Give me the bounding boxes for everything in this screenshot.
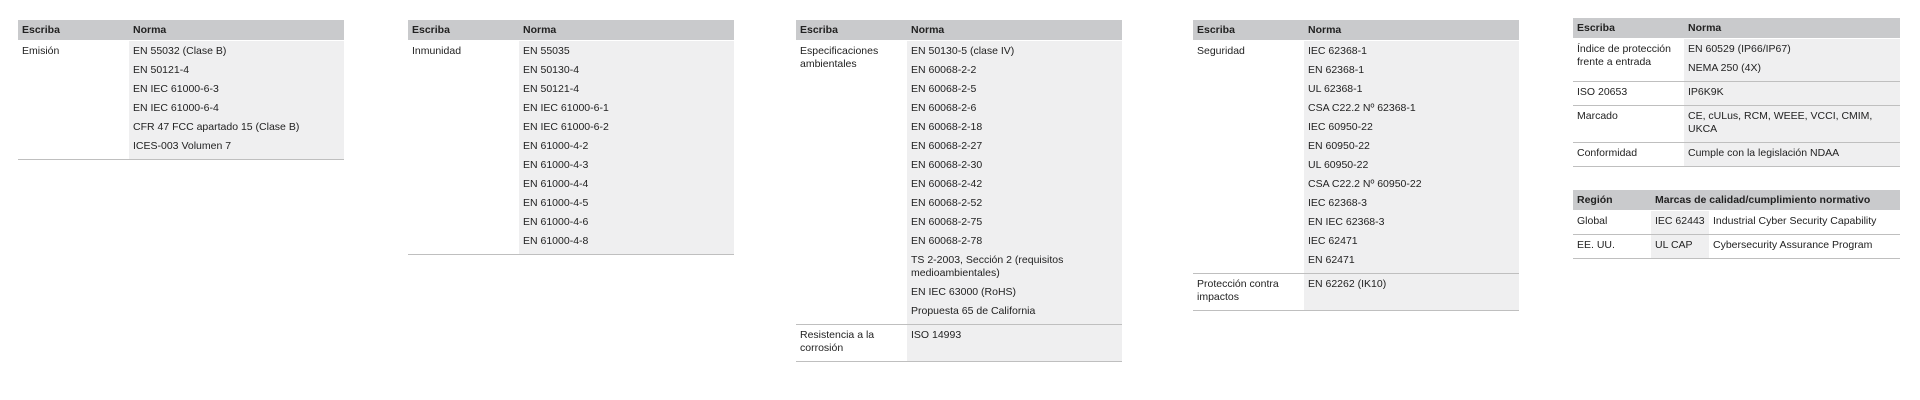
row-norms [519, 41, 734, 255]
header-type: Escriba [796, 20, 907, 41]
norm-item: EN 62368-1 [1308, 64, 1365, 76]
row-code: UL CAP [1651, 235, 1709, 259]
row-norms [907, 325, 1122, 362]
norm-item: IEC 62368-3 [1308, 197, 1367, 209]
table-row [1193, 41, 1519, 274]
row-type: Seguridad [1193, 41, 1304, 274]
norm-item: EN 55035 [523, 45, 570, 57]
norm-item: EN 60068-2-75 [911, 216, 983, 228]
header-type: Escriba [1573, 18, 1684, 39]
norm-item: EN IEC 63000 (RoHS) [911, 286, 1017, 298]
norm-item: NEMA 250 (4X) [1688, 62, 1761, 74]
row-code: IEC 62443 [1651, 211, 1709, 235]
standards-table-protection [1573, 18, 1900, 167]
norm-item: EN 60068-2-42 [911, 178, 983, 190]
row-norms [1684, 106, 1900, 143]
norm-item: Propuesta 65 de California [911, 305, 1036, 317]
norm-item: EN 60068-2-6 [911, 102, 977, 114]
standards-table-environmental [796, 20, 1122, 362]
header-norm: Norma [1304, 20, 1519, 41]
norm-item: TS 2-2003, Sección 2 (requisitos medioambientales) [911, 254, 1064, 279]
table-row [1193, 274, 1519, 311]
norm-item: CFR 47 FCC apartado 15 (Clase B) [133, 121, 300, 133]
norm-item: EN 62262 (IK10) [1308, 278, 1387, 290]
norm-item: EN 60068-2-18 [911, 121, 983, 133]
norm-item: EN 60068-2-30 [911, 159, 983, 171]
norm-item: ISO 14993 [911, 329, 962, 341]
table-row [1573, 106, 1900, 143]
row-type: Conformidad [1573, 143, 1684, 167]
norm-item: IEC 62471 [1308, 235, 1358, 247]
row-norms [129, 41, 344, 160]
norm-item: EN 61000-4-3 [523, 159, 589, 171]
norm-item: EN 55032 (Clase B) [133, 45, 227, 57]
row-norms [1684, 39, 1900, 82]
norm-item: EN IEC 61000-6-1 [523, 102, 609, 114]
row-type: Emisión [18, 41, 129, 160]
norm-item: EN IEC 61000-6-4 [133, 102, 219, 114]
row-region: EE. UU. [1573, 235, 1651, 259]
table-row [1573, 82, 1900, 106]
norm-item: EN 61000-4-6 [523, 216, 589, 228]
norm-item: EN 60068-2-52 [911, 197, 983, 209]
norm-item: CSA C22.2 Nº 62368-1 [1308, 102, 1416, 114]
table-row [1573, 143, 1900, 167]
row-norms [907, 41, 1122, 325]
table-row [18, 41, 344, 160]
row-type: Especificaciones ambientales [796, 41, 907, 325]
standards-table-emission [18, 20, 344, 160]
row-type: Resistencia a la corrosión [796, 325, 907, 362]
table-row [796, 41, 1122, 325]
norm-item: UL 60950-22 [1308, 159, 1369, 171]
row-region: Global [1573, 211, 1651, 235]
row-norms [1304, 274, 1519, 311]
norm-item: EN IEC 61000-6-3 [133, 83, 219, 95]
header-quality-marks: Marcas de calidad/cumplimiento normativo [1651, 190, 1900, 211]
norm-item: EN 50121-4 [133, 64, 190, 76]
row-type: Inmunidad [408, 41, 519, 255]
row-norms [1304, 41, 1519, 274]
row-type: Marcado [1573, 106, 1684, 143]
header-type: Escriba [18, 20, 129, 41]
row-type: ISO 20653 [1573, 82, 1684, 106]
header-norm: Norma [129, 20, 344, 41]
quality-marks-table [1573, 190, 1900, 259]
norm-item: EN 62471 [1308, 254, 1355, 266]
norm-item: EN 60068-2-78 [911, 235, 983, 247]
norm-item: ICES-003 Volumen 7 [133, 140, 232, 152]
norm-item: EN IEC 61000-6-2 [523, 121, 609, 133]
header-type: Escriba [408, 20, 519, 41]
table-row [1573, 39, 1900, 82]
norm-item: CE, cULus, RCM, WEEE, VCCI, CMIM, UKCA [1688, 110, 1873, 135]
norm-item: CSA C22.2 Nº 60950-22 [1308, 178, 1422, 190]
norm-item: IEC 60950-22 [1308, 121, 1373, 133]
standards-table-immunity [408, 20, 734, 255]
norm-item: EN 60950-22 [1308, 140, 1370, 152]
norm-item: EN 61000-4-2 [523, 140, 589, 152]
header-norm: Norma [1684, 18, 1900, 39]
table-row [408, 41, 734, 255]
header-region: Región [1573, 190, 1651, 211]
norm-item: EN 50130-5 (clase IV) [911, 45, 1015, 57]
norm-item: EN IEC 62368-3 [1308, 216, 1385, 228]
header-norm: Norma [907, 20, 1122, 41]
row-description: Cybersecurity Assurance Program [1709, 235, 1900, 259]
row-type: Índice de protección frente a entrada [1573, 39, 1684, 82]
norm-item: Cumple con la legislación NDAA [1688, 147, 1840, 159]
norm-item: EN 61000-4-8 [523, 235, 589, 247]
table-row [1573, 235, 1900, 259]
table-row [796, 325, 1122, 362]
header-norm: Norma [519, 20, 734, 41]
norm-item: EN 60068-2-5 [911, 83, 977, 95]
row-norms [1684, 82, 1900, 106]
norm-item: UL 62368-1 [1308, 83, 1363, 95]
row-norms [1684, 143, 1900, 167]
norm-item: EN 60529 (IP66/IP67) [1688, 43, 1791, 55]
norm-item: EN 60068-2-2 [911, 64, 977, 76]
norm-item: EN 61000-4-4 [523, 178, 589, 190]
table-row [1573, 211, 1900, 235]
norm-item: EN 50130-4 [523, 64, 580, 76]
norm-item: IP6K9K [1688, 86, 1724, 98]
header-type: Escriba [1193, 20, 1304, 41]
row-type: Protección contra impactos [1193, 274, 1304, 311]
norm-item: EN 60068-2-27 [911, 140, 983, 152]
norm-item: EN 61000-4-5 [523, 197, 589, 209]
norm-item: EN 50121-4 [523, 83, 580, 95]
standards-table-safety [1193, 20, 1519, 311]
norm-item: IEC 62368-1 [1308, 45, 1367, 57]
row-description: Industrial Cyber Security Capability [1709, 211, 1900, 235]
